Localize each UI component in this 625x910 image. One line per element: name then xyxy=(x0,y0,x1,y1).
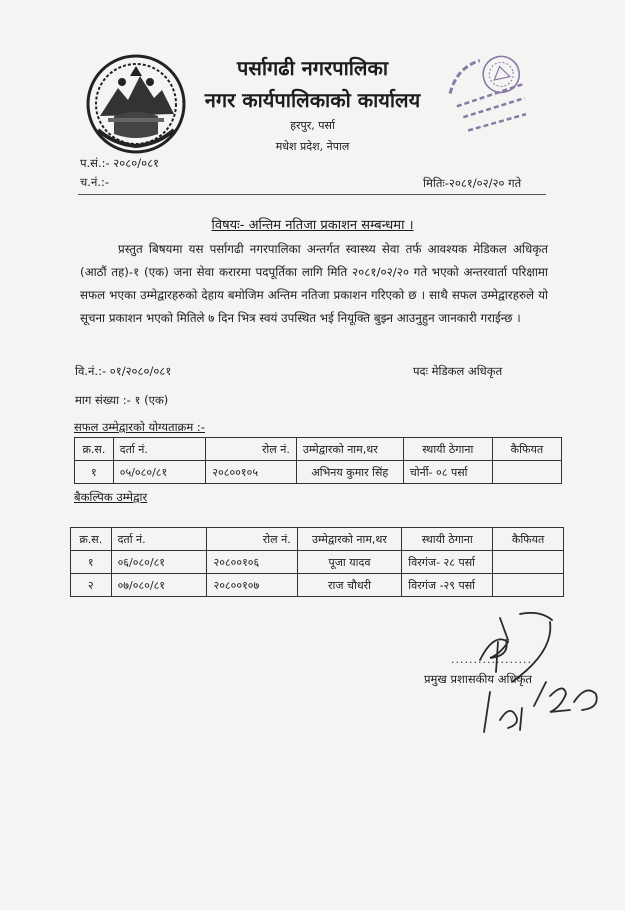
col-header-sn: क्र.स. xyxy=(71,528,112,551)
col-header-reg-no: दर्ता नं. xyxy=(113,438,206,461)
col-header-name: उम्मेद्वारको नाम,थर xyxy=(296,438,403,461)
office-place: हरपुर, पर्सा xyxy=(290,119,335,132)
successful-section-title: सफल उम्मेद्वारको योग्यताक्रम :- xyxy=(74,420,205,434)
header-divider xyxy=(78,194,546,195)
demand-count: माग संख्या :- १ (एक) xyxy=(75,393,169,407)
cell-remarks xyxy=(492,461,561,484)
cell-reg-no: ०५/०८०/८१ xyxy=(113,461,206,484)
office-name: नगर कार्यपालिकाको कार्यालय xyxy=(204,88,421,112)
col-header-sn: क्र.स. xyxy=(75,438,114,461)
col-header-roll-no: रोल नं. xyxy=(207,528,297,551)
cell-sn: १ xyxy=(71,551,112,574)
col-header-remarks: कैफियत xyxy=(492,438,561,461)
post-name: पदः मेडिकल अधिकृत xyxy=(413,364,503,378)
col-header-roll-no: रोल नं. xyxy=(206,438,297,461)
cell-roll-no: २०८००१०७ xyxy=(207,574,297,597)
cell-reg-no: ०७/०८०/८१ xyxy=(111,574,207,597)
signatory-title: प्रमुख प्रशासकीय अधिकृत xyxy=(424,672,532,686)
table-header-row xyxy=(71,528,564,551)
reference-number: वि.नं.:- ०१/२०८०/०८१ xyxy=(75,364,172,378)
cell-sn: १ xyxy=(75,461,114,484)
cell-address: विरगंज -२९ पर्सा xyxy=(402,574,493,597)
ps-number: प.सं.:- २०८०/०८१ xyxy=(80,156,160,170)
cell-roll-no: २०८००१०६ xyxy=(207,551,297,574)
cell-sn: २ xyxy=(71,574,112,597)
col-header-remarks: कैफियत xyxy=(493,528,564,551)
cell-remarks xyxy=(493,551,564,574)
cell-name: पूजा यादव xyxy=(297,551,402,574)
subject-text: विषयः- अन्तिम नतिजा प्रकाशन सम्बन्धमा । xyxy=(211,218,414,233)
cell-name: अभिनय कुमार सिंह xyxy=(296,461,403,484)
cell-address: विरगंज- २८ पर्सा xyxy=(402,551,493,574)
cell-roll-no: २०८००१०५ xyxy=(206,461,297,484)
col-header-name: उम्मेद्वारको नाम,थर xyxy=(297,528,402,551)
alternate-section-title: बैकल्पिक उम्मेद्वार xyxy=(74,490,148,504)
ch-number: च.नं.:- xyxy=(80,175,110,189)
col-header-reg-no: दर्ता नं. xyxy=(111,528,207,551)
cell-reg-no: ०६/०८०/८१ xyxy=(111,551,207,574)
cell-remarks xyxy=(493,574,564,597)
table-row xyxy=(75,461,562,484)
signature-line: .................. xyxy=(451,653,532,666)
table-row xyxy=(71,551,564,574)
letter-body: प्रस्तुत बिषयमा यस पर्सागढी नगरपालिका अन्तर्गत स्वास्थ्य सेवा तर्फ आवश्यक मेडिकल अधिकृत (आठौं तह)-१ (एक) जना सेवा करारमा पदपूर्तिका लागि मिति २०८१/०२/२० गते भएको अन्तरवार्ता परिक्षामा सफल भएका उम्मेद्वारहरुको देहाय बमोजिम अन्तिम नतिजा प्रकाशन गरिएको छ । साथै सफल उम्मेद्वारहरुले यो सूचना प्रकाशन भएको मितिले ७ दिन भित्र स्वयं उपस्थित भई नियूक्ति बुझ्न आउनुहुन जानकारी गराईन्छ । xyxy=(80,242,548,325)
cell-name: राज चौधरी xyxy=(297,574,402,597)
table-header-row xyxy=(75,438,562,461)
letter-subject xyxy=(0,215,625,233)
office-province: मधेश प्रदेश, नेपाल xyxy=(275,140,350,153)
col-header-address: स्थायी ठेगाना xyxy=(403,438,492,461)
letter-date: मितिः-२०८१/०२/२० गते xyxy=(423,176,522,190)
alternate-candidates-table xyxy=(70,527,564,597)
cell-address: चोर्नी- ०८ पर्सा xyxy=(403,461,492,484)
successful-candidates-table xyxy=(74,437,562,484)
col-header-address: स्थायी ठेगाना xyxy=(402,528,493,551)
table-row xyxy=(71,574,564,597)
municipality-name: पर्सागढी नगरपालिका xyxy=(236,56,389,80)
